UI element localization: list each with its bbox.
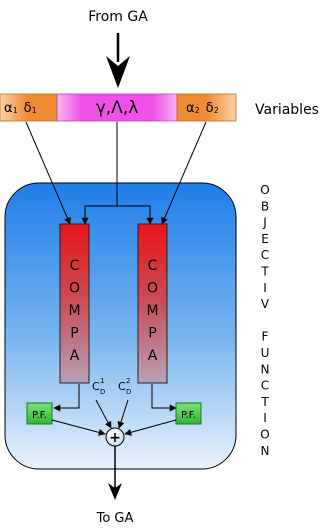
objective-function-letter: T [261, 264, 269, 279]
variables-label: Variables [255, 102, 319, 118]
cd2-sub: D [126, 388, 132, 396]
cd1-sup: 1 [100, 377, 105, 385]
objective-function-letter: U [260, 346, 270, 360]
compa-1-letter: A [69, 348, 80, 364]
objective-function-letter: V [260, 297, 270, 312]
objective-function-letter: E [261, 231, 269, 246]
variable-center-text: γ,Λ,λ [95, 98, 139, 118]
compa-1-letter: M [68, 303, 81, 319]
objective-function-label [260, 183, 270, 458]
pf-label-left: P.F. [32, 410, 47, 421]
compa-2-letter: O [146, 280, 159, 297]
objective-function-letter: N [260, 362, 270, 377]
cd1-label: C [92, 380, 100, 393]
compa-block-1-letters [68, 258, 80, 364]
compa-2-letter: C [147, 258, 158, 274]
cd2-sup: 2 [126, 377, 131, 385]
objective-function-letter: T [261, 394, 269, 409]
objective-function-letter: C [260, 378, 270, 393]
objective-function-letter: I [263, 411, 267, 426]
objective-function-letter: F [261, 329, 269, 344]
objective-function-letter: N [260, 443, 270, 458]
compa-1-letter: C [69, 258, 80, 274]
objective-function-letter: I [263, 280, 267, 295]
pf-label-right: P.F. [181, 410, 196, 421]
objective-function-letter: J [263, 215, 267, 230]
objective-function-letter: C [260, 248, 270, 263]
from-ga-label: From GA [88, 9, 148, 25]
compa-1-letter: O [68, 280, 81, 297]
objective-function-letter: O [260, 183, 270, 197]
objective-function-letter: B [260, 199, 270, 214]
cd1-sub: D [100, 388, 106, 396]
compa-2-letter: P [148, 325, 157, 342]
to-ga-label: To GA [96, 511, 134, 526]
compa-block-2-letters [146, 258, 158, 364]
compa-2-letter: M [146, 303, 159, 319]
objective-function-panel [5, 183, 236, 469]
cd2-label: C [118, 380, 126, 393]
compa-1-letter: P [70, 325, 79, 342]
plus-symbol: + [109, 430, 121, 446]
variable-right-text: α2 δ2 [186, 101, 219, 116]
variable-bar [0, 94, 236, 121]
compa-2-letter: A [147, 348, 158, 364]
variable-left-text: α1 δ1 [4, 101, 37, 116]
objective-function-letter: O [260, 427, 270, 442]
